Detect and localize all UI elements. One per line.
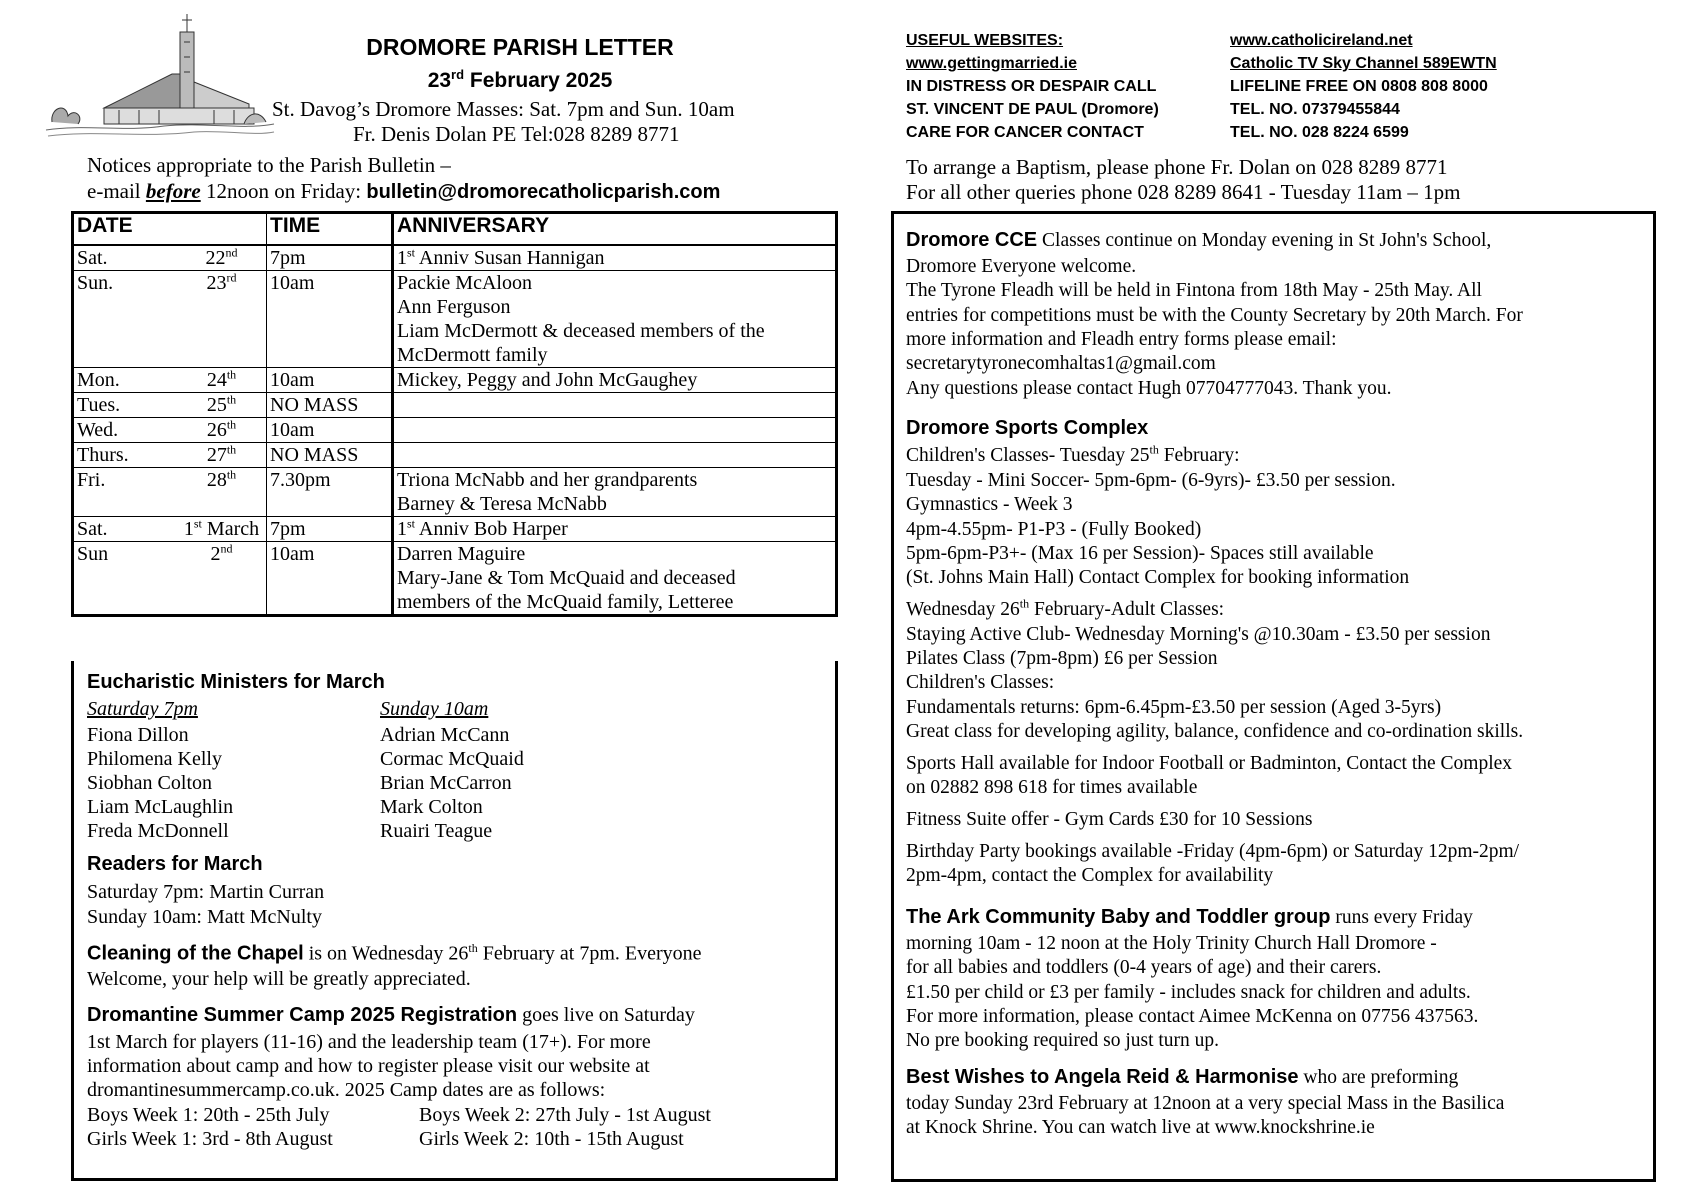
sports-line6: (St. Johns Main Hall) Contact Complex for booking information xyxy=(906,567,1410,588)
mass-intentions-table xyxy=(71,211,838,617)
anniversary-line: Liam McDermott & deceased members of the xyxy=(397,320,765,342)
camp-line1 xyxy=(87,1004,695,1027)
camp-line2: 1st March for players (11-16) and the leadership team (17+). For more xyxy=(87,1031,651,1053)
table-row xyxy=(73,368,837,393)
ark-heading: The Ark Community Baby and Toddler group xyxy=(906,906,1331,928)
sports-w1-sup: th xyxy=(1019,596,1030,611)
minister-name: Liam McLaughlin xyxy=(87,796,234,818)
row-date-month: March xyxy=(201,518,260,540)
anniversary-line: Triona McNabb and her grandparents xyxy=(397,469,698,491)
header-time: TIME xyxy=(267,213,393,246)
anniversary-line: members of the McQuaid family, Letteree xyxy=(397,591,734,613)
wishes-line3: at Knock Shrine. You can watch live at www.knockshrine.ie xyxy=(906,1117,1375,1138)
svp-number: TEL. NO. 07379455844 xyxy=(1230,101,1400,118)
row-date-number: 28 xyxy=(206,469,227,491)
header-anniversary: ANNIVERSARY xyxy=(393,213,837,246)
anniversary-line: 1st Anniv Bob Harper xyxy=(397,516,568,540)
date-rest: February 2025 xyxy=(469,69,613,92)
minister-name: Philomena Kelly xyxy=(87,748,222,770)
row-time: NO MASS xyxy=(267,443,393,468)
anniversary-line: Packie McAloon xyxy=(397,272,532,294)
distress-number: LIFELINE FREE ON 0808 808 8000 xyxy=(1230,78,1488,95)
row-day: Sat. xyxy=(73,245,178,271)
ark-line4: £1.50 per child or £3 per family - includes snack for children and adults. xyxy=(906,982,1471,1003)
wishes-heading: Best Wishes to Angela Reid & Harmonise xyxy=(906,1066,1299,1088)
camp-heading: Dromantine Summer Camp 2025 Registration xyxy=(87,1004,518,1026)
row-anniversary xyxy=(393,393,837,418)
camp-boys-week1: Boys Week 1: 20th - 25th July xyxy=(87,1104,330,1126)
cce-line7: Any questions please contact Hugh 07704777043. Thank you. xyxy=(906,378,1392,399)
row-day: Wed. xyxy=(73,418,178,443)
sports-w1-b: February-Adult Classes: xyxy=(1029,599,1225,620)
row-date xyxy=(177,245,267,271)
anniversary-line: Mickey, Peggy and John McGaughey xyxy=(397,369,698,391)
sports-heading: Dromore Sports Complex xyxy=(906,417,1149,439)
mass-rows xyxy=(73,245,837,616)
ark-line3: for all babies and toddlers (0-4 years of age) and their carers. xyxy=(906,957,1382,978)
ark-line1 xyxy=(906,906,1473,929)
minister-name: Ruairi Teague xyxy=(380,820,493,842)
notices-emphasis: before xyxy=(145,179,201,203)
row-date xyxy=(177,468,267,517)
row-time: 7pm xyxy=(267,517,393,542)
catholic-tv-channel: Catholic TV Sky Channel 589EWTN xyxy=(1230,55,1497,72)
sports-w1-a: Wednesday 26 xyxy=(906,599,1020,620)
row-day: Mon. xyxy=(73,368,178,393)
cce-line1 xyxy=(906,229,1491,252)
wishes-line2: today Sunday 23rd February at 12noon at a very special Mass in the Basilica xyxy=(906,1093,1505,1114)
distress-label: IN DISTRESS OR DESPAIR CALL xyxy=(906,78,1157,95)
row-date-number: 22 xyxy=(205,247,226,269)
sports-line3: Gymnastics - Week 3 xyxy=(906,494,1073,515)
row-date-suffix: nd xyxy=(220,541,233,556)
row-anniversary xyxy=(393,271,837,368)
row-date xyxy=(177,368,267,393)
row-date-suffix: th xyxy=(226,417,237,432)
cce-text-1: Classes continue on Monday evening in St John's School, xyxy=(1037,230,1492,251)
notices-email-line xyxy=(87,179,720,204)
camp-line4: dromantinesummercamp.co.uk. 2025 Camp dates are as follows: xyxy=(87,1079,606,1101)
camp-text-1: goes live on Saturday xyxy=(517,1004,695,1026)
camp-line3: information about camp and how to register please visit our website at xyxy=(87,1055,650,1077)
table-header-row xyxy=(73,213,837,246)
row-anniversary xyxy=(393,443,837,468)
table-row xyxy=(73,418,837,443)
row-date-suffix: th xyxy=(226,442,237,457)
table-row xyxy=(73,517,837,542)
sports-party-line2: 2pm-4pm, contact the Complex for availability xyxy=(906,865,1274,886)
row-day: Fri. xyxy=(73,468,178,517)
sports-wed-line2: Staying Active Club- Wednesday Morning's @10.30am - £3.50 per session xyxy=(906,624,1491,645)
anniversary-line: Ann Ferguson xyxy=(397,296,511,318)
wishes-text-1: who are preforming xyxy=(1298,1067,1459,1088)
row-time: 7.30pm xyxy=(267,468,393,517)
row-date-number: 24 xyxy=(206,369,227,391)
row-date xyxy=(177,418,267,443)
ministers-heading: Eucharistic Ministers for March xyxy=(87,671,385,693)
queries-contact: For all other queries phone 028 8289 8641 - Tuesday 11am – 1pm xyxy=(906,180,1461,204)
anniversary-line: McDermott family xyxy=(397,344,548,366)
row-date xyxy=(177,393,267,418)
sports-line4: 4pm-4.55pm- P1-P3 - (Fully Booked) xyxy=(906,519,1202,540)
notices-text-b: 12noon on Friday: xyxy=(200,179,367,203)
bulletin-email-link[interactable]: bulletin@dromorecatholicparish.com xyxy=(366,181,721,203)
date-day: 23 xyxy=(427,69,452,92)
row-date-number: 1 xyxy=(183,518,194,540)
cleaning-sup: th xyxy=(468,941,478,955)
table-row xyxy=(73,245,837,271)
cce-heading: Dromore CCE xyxy=(906,229,1038,251)
sports-wed-line1 xyxy=(906,596,1225,621)
right-notices-box xyxy=(891,211,1656,1182)
cleaning-line2: Welcome, your help will be greatly appreciated. xyxy=(87,968,471,990)
priest-contact: Fr. Denis Dolan PE Tel:028 8289 8771 xyxy=(353,122,680,146)
camp-boys-week2: Boys Week 2: 27th July - 1st August xyxy=(419,1104,711,1126)
minister-name: Brian McCarron xyxy=(380,772,512,794)
anniversary-line xyxy=(397,393,832,417)
row-date-number: 25 xyxy=(206,394,227,416)
cleaning-line1 xyxy=(87,941,702,966)
ark-line6: No pre booking required so just turn up. xyxy=(906,1030,1220,1051)
catholicireland-link[interactable]: www.catholicireland.net xyxy=(1230,32,1413,49)
row-date xyxy=(177,542,267,616)
anniversary-line: Darren Maguire xyxy=(397,543,526,565)
sports-wed-line6: Great class for developing agility, balance, confidence and co-ordination skills. xyxy=(906,721,1524,742)
table-row xyxy=(73,393,837,418)
bulletin-date xyxy=(300,67,740,93)
sports-party-line1: Birthday Party bookings available -Friday (4pm-6pm) or Saturday 12pm-2pm/ xyxy=(906,841,1520,862)
anniversary-line: Barney & Teresa McNabb xyxy=(397,493,607,515)
notices-text-a: e-mail xyxy=(87,179,146,203)
church-illustration xyxy=(44,12,276,147)
sports-c1-a: Children's Classes- Tuesday 25 xyxy=(906,445,1150,466)
sports-line1 xyxy=(906,442,1240,467)
row-date xyxy=(177,271,267,368)
ark-line5: For more information, please contact Aimee McKenna on 07756 437563. xyxy=(906,1006,1479,1027)
table-row xyxy=(73,542,837,616)
row-day: Thurs. xyxy=(73,443,178,468)
row-date-number: 27 xyxy=(206,444,227,466)
row-date-suffix: st xyxy=(193,516,202,531)
row-date-suffix: nd xyxy=(225,245,238,260)
anniversary-line xyxy=(397,418,832,442)
minister-name: Mark Colton xyxy=(380,796,483,818)
minister-name: Fiona Dillon xyxy=(87,724,189,746)
cancer-label: CARE FOR CANCER CONTACT xyxy=(906,124,1144,141)
ark-line2: morning 10am - 12 noon at the Holy Trinity Church Hall Dromore - xyxy=(906,933,1437,954)
readers-heading: Readers for March xyxy=(87,853,263,875)
cancer-number: TEL. NO. 028 8224 6599 xyxy=(1230,124,1409,141)
row-time: 10am xyxy=(267,368,393,393)
anniversary-line: Mary-Jane & Tom McQuaid and deceased xyxy=(397,567,736,589)
row-anniversary xyxy=(393,468,837,517)
row-date xyxy=(177,517,267,542)
row-date-suffix: th xyxy=(226,367,237,382)
row-anniversary xyxy=(393,542,837,616)
row-day: Tues. xyxy=(73,393,178,418)
sports-line2: Tuesday - Mini Soccer- 5pm-6pm- (6-9yrs)- £3.50 per session. xyxy=(906,470,1396,491)
sports-wed-line4: Children's Classes: xyxy=(906,672,1055,693)
row-anniversary xyxy=(393,517,837,542)
table-row xyxy=(73,468,837,517)
readers-sunday: Sunday 10am: Matt McNulty xyxy=(87,906,322,928)
row-time: NO MASS xyxy=(267,393,393,418)
row-day: Sat. xyxy=(73,517,178,542)
camp-girls-week1: Girls Week 1: 3rd - 8th August xyxy=(87,1128,333,1150)
cleaning-heading: Cleaning of the Chapel xyxy=(87,942,304,965)
row-date-suffix: th xyxy=(226,467,237,482)
row-date-suffix: th xyxy=(226,392,237,407)
row-date-number: 26 xyxy=(206,419,227,441)
sports-hall-line2: on 02882 898 618 for times available xyxy=(906,777,1198,798)
cce-line5: more information and Fleadh entry forms please email: xyxy=(906,329,1337,350)
sports-c1-b: February: xyxy=(1158,445,1240,466)
notices-line: Notices appropriate to the Parish Bulletin – xyxy=(87,153,451,177)
sports-wed-line3: Pilates Class (7pm-8pm) £6 per Session xyxy=(906,648,1218,669)
wishes-line1 xyxy=(906,1066,1458,1089)
sports-line5: 5pm-6pm-P3+- (Max 16 per Session)- Spaces still available xyxy=(906,543,1374,564)
row-day: Sun xyxy=(73,542,178,616)
row-date-number: 2 xyxy=(210,543,221,565)
gettingmarried-link[interactable]: www.gettingmarried.ie xyxy=(906,55,1077,72)
table-row xyxy=(73,271,837,368)
sports-hall-line1: Sports Hall available for Indoor Football or Badminton, Contact the Complex xyxy=(906,753,1513,774)
cce-email-link[interactable]: secretarytyronecomhaltas1@gmail.com xyxy=(906,353,1216,374)
row-time: 10am xyxy=(267,542,393,616)
row-time: 10am xyxy=(267,418,393,443)
minister-name: Siobhan Colton xyxy=(87,772,213,794)
minister-name: Freda McDonnell xyxy=(87,820,229,842)
page-title: DROMORE PARISH LETTER xyxy=(366,34,674,60)
row-anniversary xyxy=(393,368,837,393)
svp-label: ST. VINCENT DE PAUL (Dromore) xyxy=(906,101,1159,118)
cleaning-text-b: February at 7pm. Everyone xyxy=(477,942,702,965)
anniversary-line xyxy=(397,443,832,467)
cce-line4: entries for competitions must be with the County Secretary by 20th March. For xyxy=(906,305,1523,326)
sports-fitness: Fitness Suite offer - Gym Cards £30 for 10 Sessions xyxy=(906,809,1313,830)
cleaning-text-a: is on Wednesday 26 xyxy=(303,942,469,965)
date-suffix: rd xyxy=(451,67,465,82)
row-time: 10am xyxy=(267,271,393,368)
left-notices-box xyxy=(71,661,838,1181)
cce-line3: The Tyrone Fleadh will be held in Fintona from 18th May - 25th May. All xyxy=(906,280,1482,301)
anniversary-line: 1st Anniv Susan Hannigan xyxy=(397,245,605,269)
minister-name: Adrian McCann xyxy=(380,724,510,746)
row-date xyxy=(177,443,267,468)
row-anniversary xyxy=(393,245,837,271)
readers-saturday: Saturday 7pm: Martin Curran xyxy=(87,881,325,903)
ministers-saturday-label: Saturday 7pm xyxy=(87,698,198,720)
minister-name: Cormac McQuaid xyxy=(380,748,524,770)
row-date-suffix: rd xyxy=(226,270,237,285)
row-day: Sun. xyxy=(73,271,178,368)
sports-wed-line5: Fundamentals returns: 6pm-6.45pm-£3.50 per session (Aged 3-5yrs) xyxy=(906,697,1442,718)
camp-girls-week2: Girls Week 2: 10th - 15th August xyxy=(419,1128,684,1150)
table-row xyxy=(73,443,837,468)
mass-times: St. Davog’s Dromore Masses: Sat. 7pm and Sun. 10am xyxy=(272,97,735,121)
row-date-number: 23 xyxy=(206,272,227,294)
useful-websites-heading: USEFUL WEBSITES: xyxy=(906,32,1064,49)
ministers-sunday-label: Sunday 10am xyxy=(380,698,489,720)
cce-line2: Dromore Everyone welcome. xyxy=(906,256,1137,277)
ark-text-1: runs every Friday xyxy=(1330,907,1473,928)
header-date: DATE xyxy=(73,213,267,246)
sports-c1-sup: th xyxy=(1149,442,1159,457)
row-time: 7pm xyxy=(267,245,393,271)
baptism-contact: To arrange a Baptism, please phone Fr. Dolan on 028 8289 8771 xyxy=(906,155,1448,179)
row-anniversary xyxy=(393,418,837,443)
